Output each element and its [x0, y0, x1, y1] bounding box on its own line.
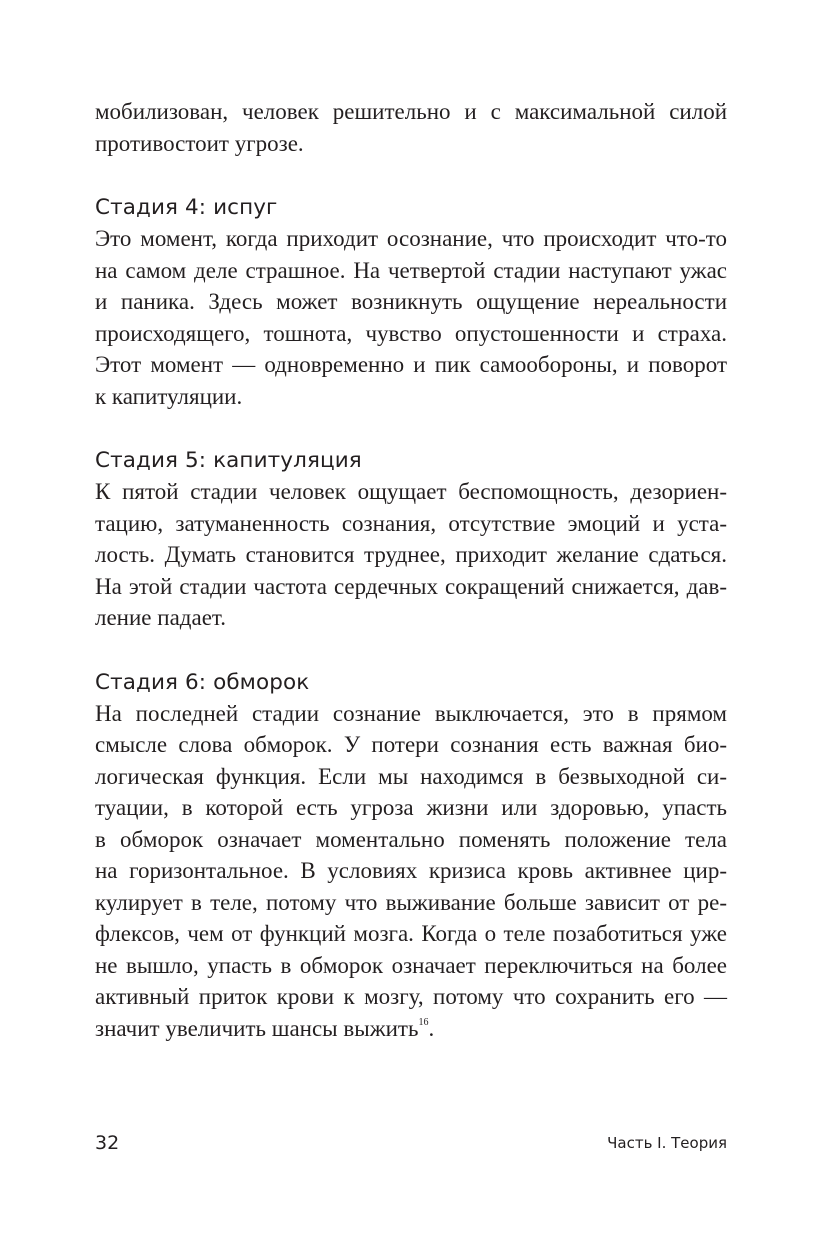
- text-line: смысле слова обморок. У потери сознания есть важная био-: [95, 732, 727, 757]
- text-line: противостоит угрозе.: [95, 130, 304, 156]
- text-line: происходящего, тошнота, чувство опустошенности и страха.: [95, 320, 727, 346]
- section-stage-4: [95, 192, 727, 412]
- text-line: на самом деле страшное. На четвертой стадии наступают ужас: [95, 257, 727, 283]
- text-line: Этот момент — одновременно и пик самообороны, и поворот: [95, 352, 727, 377]
- text-line: На последней стадии сознание выключается, это в прямом: [95, 700, 727, 726]
- text-line: туации, в которой есть угроза жизни или здоровью, упасть: [95, 795, 727, 820]
- text-line: кулирует в теле, потому что выживание больше зависит от ре-: [95, 889, 727, 915]
- text-line: логическая функция. Если мы находимся в безвыходной си-: [95, 763, 727, 789]
- end-punctuation: .: [428, 1015, 435, 1041]
- text-line: не вышло, упасть в обморок означает переключиться на более: [95, 952, 727, 978]
- page-body: [95, 96, 727, 1044]
- text-line: На этой стадии частота сердечных сокращений снижается, дав-: [95, 573, 727, 599]
- section-heading: Стадия 4: испуг: [95, 195, 278, 220]
- text-line: ление падает.: [95, 605, 226, 630]
- text-line: Это момент, когда приходит осознание, что происходит что-то: [95, 226, 727, 251]
- text-line: в обморок означает моментально поменять положение тела: [95, 826, 727, 852]
- text-line: мобилизован, человек решительно и с максимальной силой: [95, 99, 727, 124]
- section-heading: Стадия 6: обморок: [95, 669, 310, 695]
- text-line: К пятой стадии человек ощущает беспомощность, дезориен-: [95, 479, 727, 504]
- text-line: лость. Думать становится труднее, приходит желание сдаться.: [95, 542, 727, 567]
- section-stage-6: [95, 667, 727, 1045]
- text-line-final: [95, 1013, 727, 1045]
- final-text: значит увеличить шансы выжить: [95, 1015, 419, 1041]
- text-line: к капитуляции.: [95, 383, 243, 409]
- section-stage-5: [95, 445, 727, 634]
- text-line: тацию, затуманенность сознания, отсутствие эмоций и уста-: [95, 510, 727, 536]
- intro-paragraph: [95, 96, 727, 159]
- page-number: 32: [95, 1132, 120, 1154]
- footnote-reference[interactable]: 16: [418, 1016, 429, 1028]
- page-footer: [95, 1132, 727, 1158]
- section-heading: Стадия 5: капитуляция: [95, 448, 362, 473]
- running-head: Часть I. Теория: [607, 1134, 727, 1152]
- text-line: флексов, чем от функций мозга. Когда о теле позаботиться уже: [95, 921, 727, 946]
- text-line: на горизонтальное. В условиях кризиса кровь активнее цир-: [95, 858, 727, 883]
- section-paragraph: [95, 476, 727, 634]
- text-line: и паника. Здесь может возникнуть ощущение нереальности: [95, 289, 727, 314]
- text-line: активный приток крови к мозгу, потому что сохранить его —: [95, 984, 727, 1009]
- section-paragraph: [95, 698, 727, 1045]
- section-paragraph: [95, 223, 727, 412]
